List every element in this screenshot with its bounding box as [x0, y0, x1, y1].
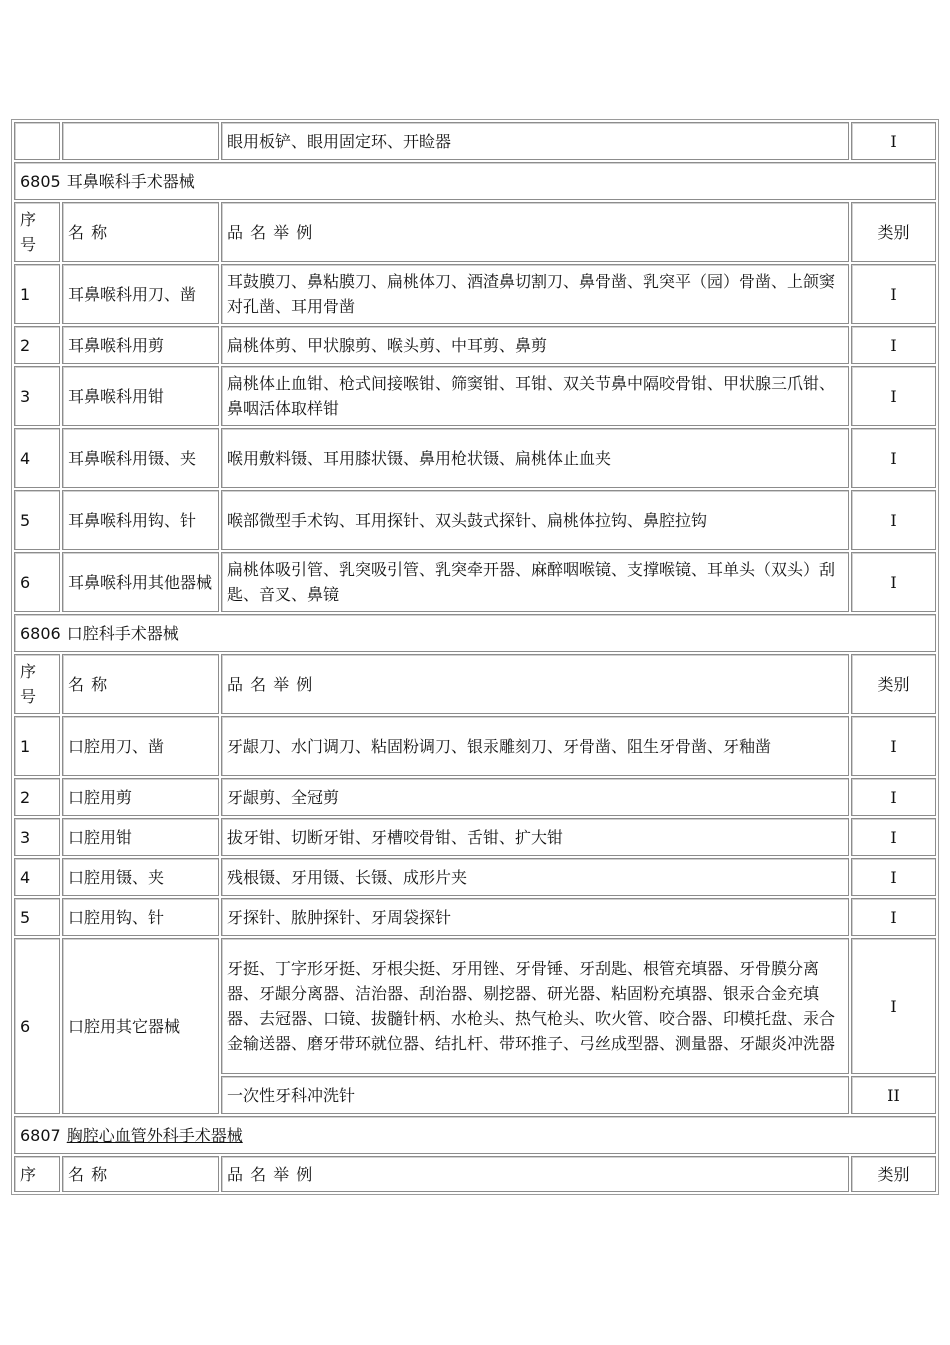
- row-no: 5: [14, 898, 60, 936]
- column-header-row: [14, 654, 936, 714]
- row-example: 扁桃体剪、甲状腺剪、喉头剪、中耳剪、鼻剪: [221, 326, 849, 364]
- row-class: I: [851, 778, 936, 816]
- table-row: [14, 366, 936, 426]
- row-class: I: [851, 552, 936, 612]
- row-name: 耳鼻喉科用刀、凿: [62, 264, 219, 324]
- row-no: 2: [14, 778, 60, 816]
- header-name: 名 称: [62, 202, 219, 262]
- column-header-row: [14, 1156, 936, 1192]
- row-class: I: [851, 490, 936, 550]
- row-no: 4: [14, 858, 60, 896]
- table-row: [14, 264, 936, 324]
- section-name: 耳鼻喉科手术器械: [66, 171, 195, 191]
- table-row: [14, 858, 936, 896]
- section-header-6806: [14, 614, 936, 652]
- row-example: 一次性牙科冲洗针: [221, 1076, 849, 1114]
- column-header-row: [14, 202, 936, 262]
- row-name: 耳鼻喉科用钳: [62, 366, 219, 426]
- row-name: 口腔用刀、凿: [62, 716, 219, 776]
- row-example: 扁桃体止血钳、枪式间接喉钳、筛窦钳、耳钳、双关节鼻中隔咬骨钳、甲状腺三爪钳、鼻咽活体取样钳: [221, 366, 849, 426]
- row-example: 残根镊、牙用镊、长镊、成形片夹: [221, 858, 849, 896]
- table-row: [14, 326, 936, 364]
- table-row: [14, 938, 936, 1074]
- table-row: [14, 122, 936, 160]
- table-row: [14, 428, 936, 488]
- row-name: 耳鼻喉科用剪: [62, 326, 219, 364]
- table-row: [14, 818, 936, 856]
- header-example: 品 名 举 例: [221, 1156, 849, 1192]
- row-example: 喉用敷料镊、耳用膝状镊、鼻用枪状镊、扁桃体止血夹: [221, 428, 849, 488]
- header-example: 品 名 举 例: [221, 202, 849, 262]
- row-example: 牙探针、脓肿探针、牙周袋探针: [221, 898, 849, 936]
- section-code: 6806: [20, 623, 61, 643]
- row-example: 牙龈剪、全冠剪: [221, 778, 849, 816]
- row-name: 口腔用钩、针: [62, 898, 219, 936]
- row-example: 眼用板铲、眼用固定环、开睑器: [221, 122, 849, 160]
- row-name: 口腔用剪: [62, 778, 219, 816]
- table-row: [14, 490, 936, 550]
- table-row: [14, 898, 936, 936]
- section-name: 胸腔心血管外科手术器械: [66, 1125, 243, 1145]
- row-name: 口腔用镊、夹: [62, 858, 219, 896]
- table-row: [14, 552, 936, 612]
- section-code: 6807: [20, 1125, 61, 1145]
- row-name: 耳鼻喉科用镊、夹: [62, 428, 219, 488]
- header-no: 序 号: [14, 202, 60, 262]
- header-no: 序: [14, 1156, 60, 1192]
- row-no: 1: [14, 716, 60, 776]
- row-class: I: [851, 898, 936, 936]
- section-title: [14, 614, 936, 652]
- row-class: I: [851, 366, 936, 426]
- section-title: [14, 1116, 936, 1154]
- header-class: 类别: [851, 202, 936, 262]
- device-catalog-table: [11, 119, 939, 1195]
- row-example: 牙挺、丁字形牙挺、牙根尖挺、牙用锉、牙骨锤、牙刮匙、根管充填器、牙骨膜分离器、牙龈分离器、洁治器、刮治器、剔挖器、研光器、粘固粉充填器、银汞合金充填器、去冠器、口镜、拔髓针柄、水枪头、热气枪头、吹火管、咬合器、印模托盘、汞合金输送器、磨牙带环就位器、结扎杆、带环推子、弓丝成型器、测量器、牙龈炎冲洗器: [221, 938, 849, 1074]
- header-class: 类别: [851, 1156, 936, 1192]
- row-class: I: [851, 716, 936, 776]
- row-example: 喉部微型手术钩、耳用探针、双头鼓式探针、扁桃体拉钩、鼻腔拉钩: [221, 490, 849, 550]
- table-row: [14, 778, 936, 816]
- row-class: I: [851, 818, 936, 856]
- row-no: 3: [14, 366, 60, 426]
- row-no: 3: [14, 818, 60, 856]
- row-example: 扁桃体吸引管、乳突吸引管、乳突牵开器、麻醉咽喉镜、支撑喉镜、耳单头（双头）刮匙、音叉、鼻镜: [221, 552, 849, 612]
- row-no: 4: [14, 428, 60, 488]
- section-title: [14, 162, 936, 200]
- row-class: I: [851, 122, 936, 160]
- row-class: I: [851, 264, 936, 324]
- section-code: 6805: [20, 171, 61, 191]
- row-class: I: [851, 858, 936, 896]
- header-no: 序 号: [14, 654, 60, 714]
- row-class: II: [851, 1076, 936, 1114]
- row-example: 耳鼓膜刀、鼻粘膜刀、扁桃体刀、酒渣鼻切割刀、鼻骨凿、乳突平（园）骨凿、上颌窦对孔凿、耳用骨凿: [221, 264, 849, 324]
- row-name: [62, 122, 219, 160]
- row-name: 口腔用钳: [62, 818, 219, 856]
- row-name: 耳鼻喉科用钩、针: [62, 490, 219, 550]
- section-header-6807: [14, 1116, 936, 1154]
- section-name: 口腔科手术器械: [66, 623, 179, 643]
- row-no: 6: [14, 938, 60, 1114]
- row-name: 口腔用其它器械: [62, 938, 219, 1114]
- row-example: 牙龈刀、水门调刀、粘固粉调刀、银汞雕刻刀、牙骨凿、阻生牙骨凿、牙釉凿: [221, 716, 849, 776]
- row-class: I: [851, 938, 936, 1074]
- row-no: 5: [14, 490, 60, 550]
- header-name: 名 称: [62, 654, 219, 714]
- row-no: 2: [14, 326, 60, 364]
- row-class: I: [851, 326, 936, 364]
- section-header-6805: [14, 162, 936, 200]
- row-class: I: [851, 428, 936, 488]
- row-no: 6: [14, 552, 60, 612]
- row-no: 1: [14, 264, 60, 324]
- header-class: 类别: [851, 654, 936, 714]
- row-example: 拔牙钳、切断牙钳、牙槽咬骨钳、舌钳、扩大钳: [221, 818, 849, 856]
- row-name: 耳鼻喉科用其他器械: [62, 552, 219, 612]
- table-row: [14, 716, 936, 776]
- header-name: 名 称: [62, 1156, 219, 1192]
- header-example: 品 名 举 例: [221, 654, 849, 714]
- row-no: [14, 122, 60, 160]
